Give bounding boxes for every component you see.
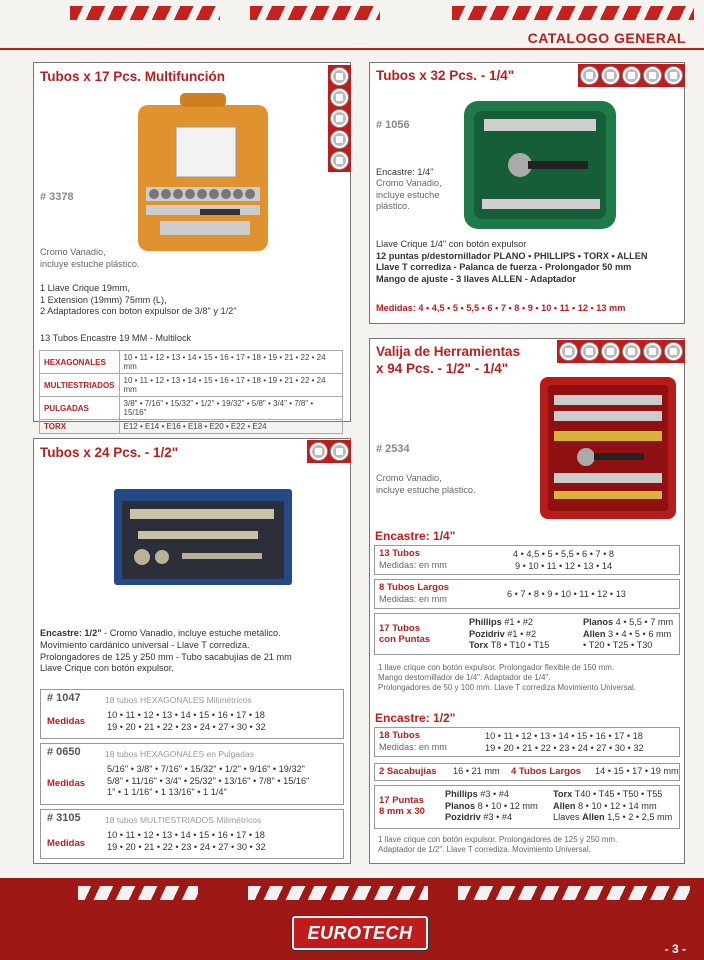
allen-tip-icon [665,343,682,360]
value-row: 10 • 11 • 12 • 13 • 14 • 15 • 16 • 17 • 18 [107,830,265,840]
feature-icons [557,340,685,363]
block-sku: # 0650 [47,746,81,758]
tip-sizes: T40 • T45 • T50 • T55 [572,789,663,799]
block-values [513,549,614,572]
puntas-line [469,640,549,652]
medidas-text: Medidas: 4 • 4,5 • 5 • 5,5 • 6 • 7 • 8 • 9 • 10 • 11 • 12 • 13 mm [376,303,626,313]
sizes-block-3105 [40,809,344,859]
desc-line: Cromo Vanadio, [40,247,106,257]
note-14 [378,663,636,693]
tip-name: Allen [553,800,576,811]
item-line: 2 Adaptadores con boton expulsor de 3/8" y 1/2" [40,306,237,316]
puntas-line [553,801,672,813]
value-row: 1" • 1 1/16" • 1 13/16" • 1 1/4" [107,787,227,797]
value-row: 19 • 20 • 21 • 22 • 23 • 24 • 27 • 30 • 32 [485,742,644,753]
tubos-18-block [374,727,680,757]
item-line: 1 Extension (19mm) 75mm (L), [40,294,167,305]
tip-name: Torx [553,789,573,799]
tip-sizes: #1 • #2 [504,628,537,639]
included-items [376,239,648,285]
item-line: Movimiento cardánico universal - Llave T corrediza. [40,640,250,650]
puntas-line [583,617,673,629]
table-row [40,374,343,397]
puntas-line [445,789,538,801]
block-sub: Medidas: en mm [379,560,447,570]
value-row: 10 • 11 • 12 • 13 • 14 • 15 • 16 • 17 • 18 [485,731,643,741]
value-row: 10 • 11 • 12 • 13 • 14 • 15 • 16 • 17 • 18 [107,710,265,720]
desc-line: incluye estuche plástico. [376,484,476,495]
medidas-label: Medidas [47,778,86,789]
multi-point-socket-icon [581,343,598,360]
tubos-largos-label: 4 Tubos Largos [511,766,582,777]
tip-sizes: #1 • #2 [501,617,534,627]
row-value: 10 • 11 • 12 • 13 • 14 • 15 • 16 • 17 • 18 • 19 • 21 • 22 • 24 mm [119,351,342,374]
row-label: HEXAGONALES [40,351,120,374]
item-line: Llave Crique con botón expulsor. [40,663,174,673]
tubos-8-block [374,579,680,609]
tip-name: Allen [582,812,605,822]
value-row: 19 • 20 • 21 • 22 • 23 • 24 • 27 • 30 • 32 [107,841,266,852]
puntas-right [583,617,673,652]
sacabujias-label: 2 Sacabujías [379,766,437,777]
multi-point-socket-icon [331,110,348,127]
puntas-17-block [374,613,680,655]
row-label: TORX [40,420,120,434]
puntas-17b-block [374,785,680,829]
hex-socket-icon [560,343,577,360]
value-row: 9 • 10 • 11 • 12 • 13 • 14 [514,560,613,571]
puntas-line [445,801,538,813]
block-values [485,731,644,754]
item-line: Llave Crique 1/4" con botón expulsor [376,239,527,249]
table-row [40,420,343,434]
title-line: x 94 Pcs. - 1/2" - 1/4" [376,361,509,376]
product-panel-2534 [369,338,685,864]
row-label: PULGADAS [40,397,120,420]
desc-line: Cromo Vanadio, [376,473,442,483]
puntas-line [445,812,538,824]
multilock-text: 13 Tubos Encastre 19 MM - Multilock [40,333,192,343]
note-12 [378,835,617,855]
sizes-block-1047 [40,689,344,739]
label-line: 17 Tubos [379,623,420,634]
block-label: 13 Tubos [379,548,420,559]
tip-prefix: Llaves [553,812,583,822]
tip-name: Pozidriv [445,812,481,822]
sacabujias-value: 16 • 21 mm [453,766,500,776]
puntas-left [469,617,549,652]
product-description [376,473,476,496]
product-description [40,247,140,270]
block-sku: # 3105 [47,812,81,824]
eurotech-logo [292,916,428,950]
block-values [107,710,266,733]
puntas-line [469,629,549,641]
product-panel-3378 [33,62,351,431]
metal-socket-case-photo [112,487,294,587]
torx-tip-icon [644,67,661,84]
encastre-12-heading: Encastre: 1/2" [375,711,456,725]
desc-line: Cromo Vanadio, [376,178,442,188]
puntas-right [553,789,672,824]
feature-icons [578,64,685,87]
item-line: 1 Llave Crique 19mm, [40,283,130,293]
block-values [107,830,266,853]
block-values [107,764,309,799]
tip-name: Phillips [445,789,478,799]
tip-name: Phillips [469,617,502,627]
puntas-line [583,629,673,641]
note-line: 1 llave crique con botón expulsor. Prolongador flexible de 150 mm. [378,663,615,672]
label-line: 8 mm x 30 [379,806,425,817]
catalog-title: CATALOGO GENERAL [527,30,686,46]
feature-icons [328,65,351,172]
row-value: 3/8" • 7/16" • 15/32" • 1/2" • 19/32" • 5/8" • 3/4" • 7/8" • 15/16" [119,397,342,420]
puntas-line [553,789,672,801]
title-line: Valija de Herramientas [376,344,521,359]
feature-icons [307,440,351,463]
note-line: Mango destornillador de 1/4". Adaptador de 1/4". [378,673,551,682]
header-stripes-right [452,6,694,20]
tip-sizes: #3 • #4 [477,789,510,799]
product-title: Tubos x 17 Pcs. Multifunción [40,69,226,84]
torx-tip-icon [644,343,661,360]
allen-tip-icon [665,67,682,84]
logo-text: EUROTECH [307,922,413,943]
tip-sizes: 3 • 4 • 5 • 6 mm [605,628,672,639]
tip-sizes: 8 • 10 • 12 mm [475,800,538,811]
product-sku: # 3378 [40,191,74,203]
encastre-text: Encastre: 1/4" [376,167,434,177]
encastre-label: Encastre: 1/2" [40,628,102,638]
phillips-tip-icon [623,67,640,84]
header-stripes-left [70,6,220,20]
tip-name: Planos [583,617,614,627]
row-label: MULTIESTRIADOS [40,374,120,397]
header-stripes-mid [250,6,380,20]
page-number: - 3 - [664,942,686,956]
green-socket-case-photo [462,99,618,231]
product-sku: # 1056 [376,119,410,131]
tubos-largos-value: 14 • 15 • 17 • 19 mm [595,766,679,776]
value-row: 19 • 20 • 21 • 22 • 23 • 24 • 27 • 30 • 32 [107,721,266,732]
puntas-line: • T20 • T25 • T30 [583,640,653,650]
item-line: Mango de ajuste - 3 llaves ALLEN - Adaptador [376,273,576,284]
encastre-text [40,628,281,640]
product-title [376,343,520,377]
block-label [379,623,430,645]
product-title: Tubos x 24 Pcs. - 1/2" [40,445,179,460]
header-rule [0,48,704,50]
flat-tip-icon [623,343,640,360]
red-tool-case-photo [538,371,678,521]
item-line: Llave T corrediza - Palanca de fuerza - Prolongador 50 mm [376,262,632,272]
torx-socket-icon [331,152,348,169]
tip-name: Planos [445,800,476,811]
block-label: 8 Tubos Largos [379,582,450,593]
block-label [379,795,425,817]
row-value: 10 • 11 • 12 • 13 • 14 • 15 • 16 • 17 • 18 • 19 • 21 • 22 • 24 mm [119,374,342,397]
orange-socket-case-photo [130,91,276,251]
sizes-block-0650 [40,743,344,805]
desc-line: plástico. [376,201,410,211]
tip-name: Allen [583,628,606,639]
note-line: 1 llave crique con botón expulsor. Prolongadores de 125 y 250 mm. [378,835,618,844]
tip-sizes: T8 • T10 • T15 [488,640,550,650]
block-title: 18 tubos HEXAGONALES Milimétricos [105,695,252,705]
block-sub: Medidas: en mm [379,742,447,752]
block-title: 18 tubos HEXAGONALES en Pulgadas [105,749,254,759]
puntas-line [469,617,549,629]
hex-socket-icon [331,68,348,85]
product-sku: # 2534 [376,443,410,455]
table-row [40,351,343,374]
note-line: Prolongadores de 50 y 100 mm. Llave T corrediza Movimiento Universal. [378,683,637,692]
block-sku: # 1047 [47,692,81,704]
tip-name: Pozidriv [469,628,505,639]
medidas-label: Medidas [47,838,86,849]
footer-stripes-right [458,886,690,900]
label-line: 17 Puntas [379,795,424,806]
block-sub: Medidas: en mm [379,594,447,604]
flat-tip-icon [602,67,619,84]
product-title: Tubos x 32 Pcs. - 1/4" [376,68,515,83]
row-value: E12 • E14 • E16 • E18 • E20 • E22 • E24 [119,420,342,434]
block-title: 18 tubos MULTIESTRIADOS Milimétricos [105,815,262,825]
block-values: 6 • 7 • 8 • 9 • 10 • 11 • 12 • 13 [507,589,626,599]
footer-stripes-mid [248,886,428,900]
hex-socket-icon [310,443,327,460]
tubos-13-block [374,545,680,575]
value-row: 5/16" • 3/8" • 7/16" • 15/32" • 1/2" • 9/16" • 19/32" [107,764,305,774]
table-row [40,397,343,420]
inch-socket-icon [331,131,348,148]
desc-line: incluye estuche [376,189,440,200]
hex-socket-icon [581,67,598,84]
block-label: 18 Tubos [379,730,420,741]
sacabujias-block [374,763,680,781]
encastre-desc: - Cromo Vanadio, incluye estuche metálico. [101,628,281,638]
medidas-label: Medidas [47,716,86,727]
square-socket-icon [331,89,348,106]
label-line: con Puntas [379,634,431,645]
tip-sizes: 8 • 10 • 12 • 14 mm [575,800,657,811]
value-row: 5/8" • 11/16" • 3/4" • 25/32" • 13/16" • 7/8" • 15/16" [107,775,310,786]
item-line: 12 puntas p/destornillador PLANO • PHILLIPS • TORX • ALLEN [376,250,648,261]
note-line: Adaptador de 1/2". Llave T corrediza. Movimiento Universal. [378,845,591,854]
product-description [376,178,442,213]
tip-sizes: 1,5 • 2 • 2,5 mm [604,812,673,822]
included-items [40,640,292,675]
value-row: 4 • 4,5 • 5 • 5,5 • 6 • 7 • 8 [513,549,615,559]
item-line: Prolongadores de 125 y 250 mm - Tubo sacabujías de 21 mm [40,651,292,662]
desc-line: incluye estuche plástico. [40,258,140,269]
tip-name: Torx [469,640,489,650]
multi-point-socket-icon [331,443,348,460]
tip-sizes: #3 • #4 [480,812,513,822]
included-items [40,283,237,318]
puntas-line [553,812,672,824]
sizes-table [39,350,343,434]
product-panel-24pcs [33,438,351,864]
tip-sizes: 4 • 5,5 • 7 mm [613,617,674,627]
encastre-14-heading: Encastre: 1/4" [375,529,456,543]
phillips-tip-icon [602,343,619,360]
footer-stripes-left [78,886,198,900]
product-panel-1056 [369,62,685,324]
puntas-left [445,789,538,824]
